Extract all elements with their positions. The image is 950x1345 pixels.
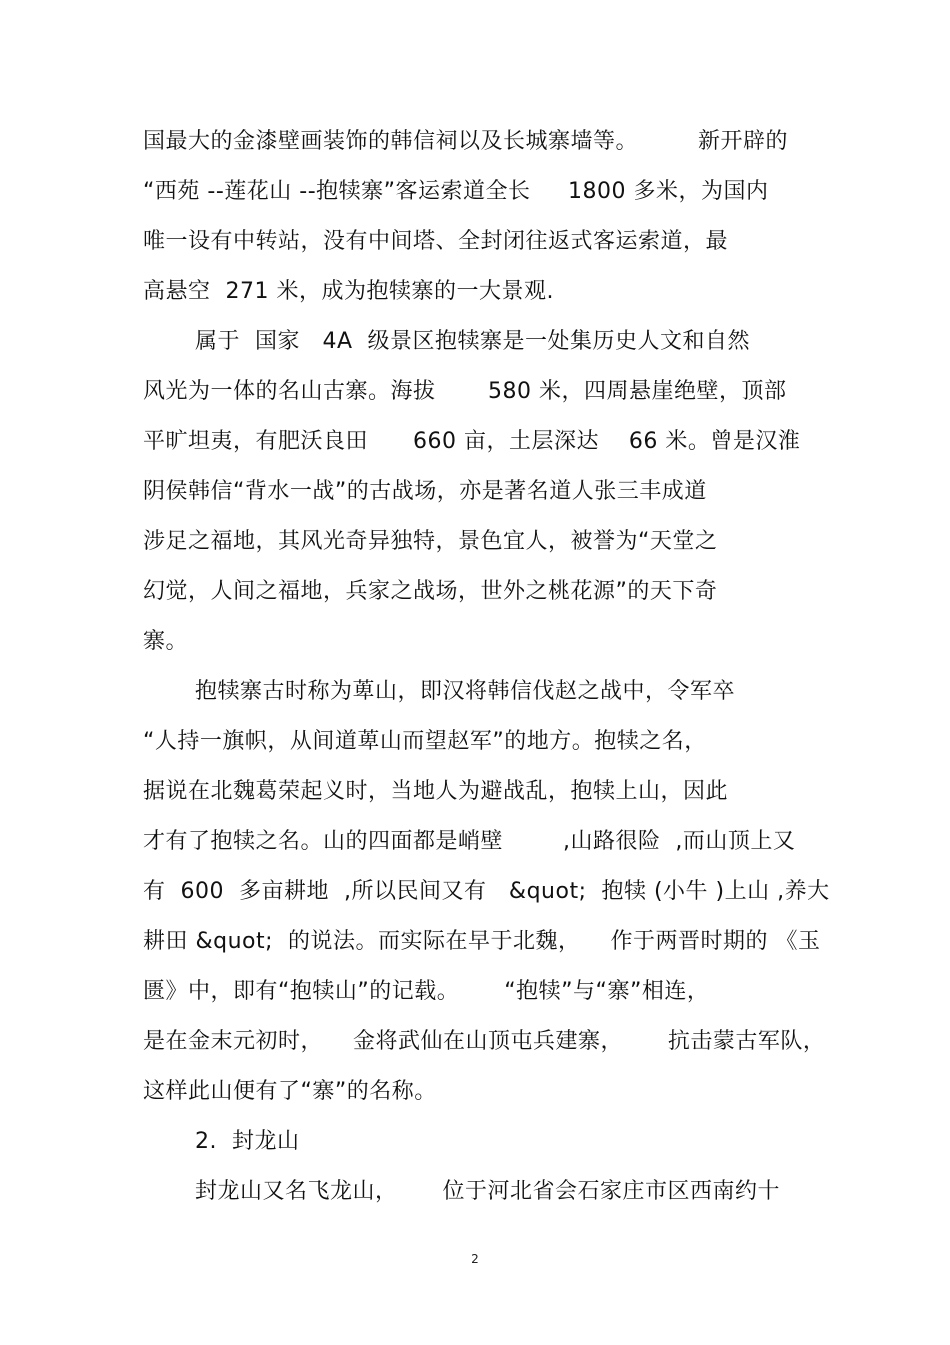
page-number: 2 [471, 1252, 479, 1266]
text-line: 有 600 多亩耕地 ,所以民间又有 &quot; 抱犊 (小牛 )上山 ,养大 [143, 879, 830, 904]
text-line: 风光为一体的名山古寨。海拔 580 米，四周悬崖绝壁，顶部 [143, 379, 787, 404]
text-line: 匮》中，即有“抱犊山”的记载。 “抱犊”与“寨”相连， [143, 979, 710, 1004]
text-line: 涉足之福地，其风光奇异独特，景色宜人，被誉为“天堂之 [143, 529, 718, 554]
text-line: 耕田 &quot; 的说法。而实际在早于北魏， 作于两晋时期的 《玉 [143, 929, 821, 954]
text-line: 这样此山便有了“寨”的名称。 [143, 1079, 437, 1104]
text-line: 阴侯韩信“背水一战”的古战场，亦是著名道人张三丰成道 [143, 479, 707, 504]
paragraph-start-line: 抱犊寨古时称为萆山，即汉将韩信伐赵之战中，令军卒 [195, 679, 736, 704]
text-line: “西苑 --莲花山 --抱犊寨”客运索道全长 1800 多米，为国内 [143, 179, 769, 204]
text-line: 据说在北魏葛荣起义时，当地人为避战乱，抱犊上山，因此 [143, 779, 729, 804]
paragraph-start-line: 封龙山又名飞龙山， 位于河北省会石家庄市区西南约十 [195, 1179, 780, 1204]
section-heading: 2. 封龙山 [195, 1129, 300, 1154]
text-line: 幻觉，人间之福地，兵家之战场，世外之桃花源”的天下奇 [143, 579, 718, 604]
text-line: 才有了抱犊之名。山的四面都是峭壁 ,山路很险 ,而山顶上又 [143, 829, 796, 854]
text-line: 国最大的金漆壁画装饰的韩信祠以及长城寨墙等。 新开辟的 [143, 129, 788, 154]
text-line: 平旷坦夷，有肥沃良田 660 亩，土层深达 66 米。曾是汉淮 [143, 429, 801, 454]
text-line: 寨。 [143, 629, 189, 654]
paragraph-start-line: 属于 国家 4A 级景区抱犊寨是一处集历史人文和自然 [195, 329, 751, 354]
text-line: “人持一旗帜，从间道萆山而望赵军”的地方。抱犊之名， [143, 729, 707, 754]
text-line: 唯一设有中转站，没有中间塔、全封闭往返式客运索道，最 [143, 229, 729, 254]
text-line: 是在金末元初时， 金将武仙在山顶屯兵建寨， 抗击蒙古军队， [143, 1029, 826, 1054]
text-line: 高悬空 271 米，成为抱犊寨的一大景观. [143, 279, 554, 304]
